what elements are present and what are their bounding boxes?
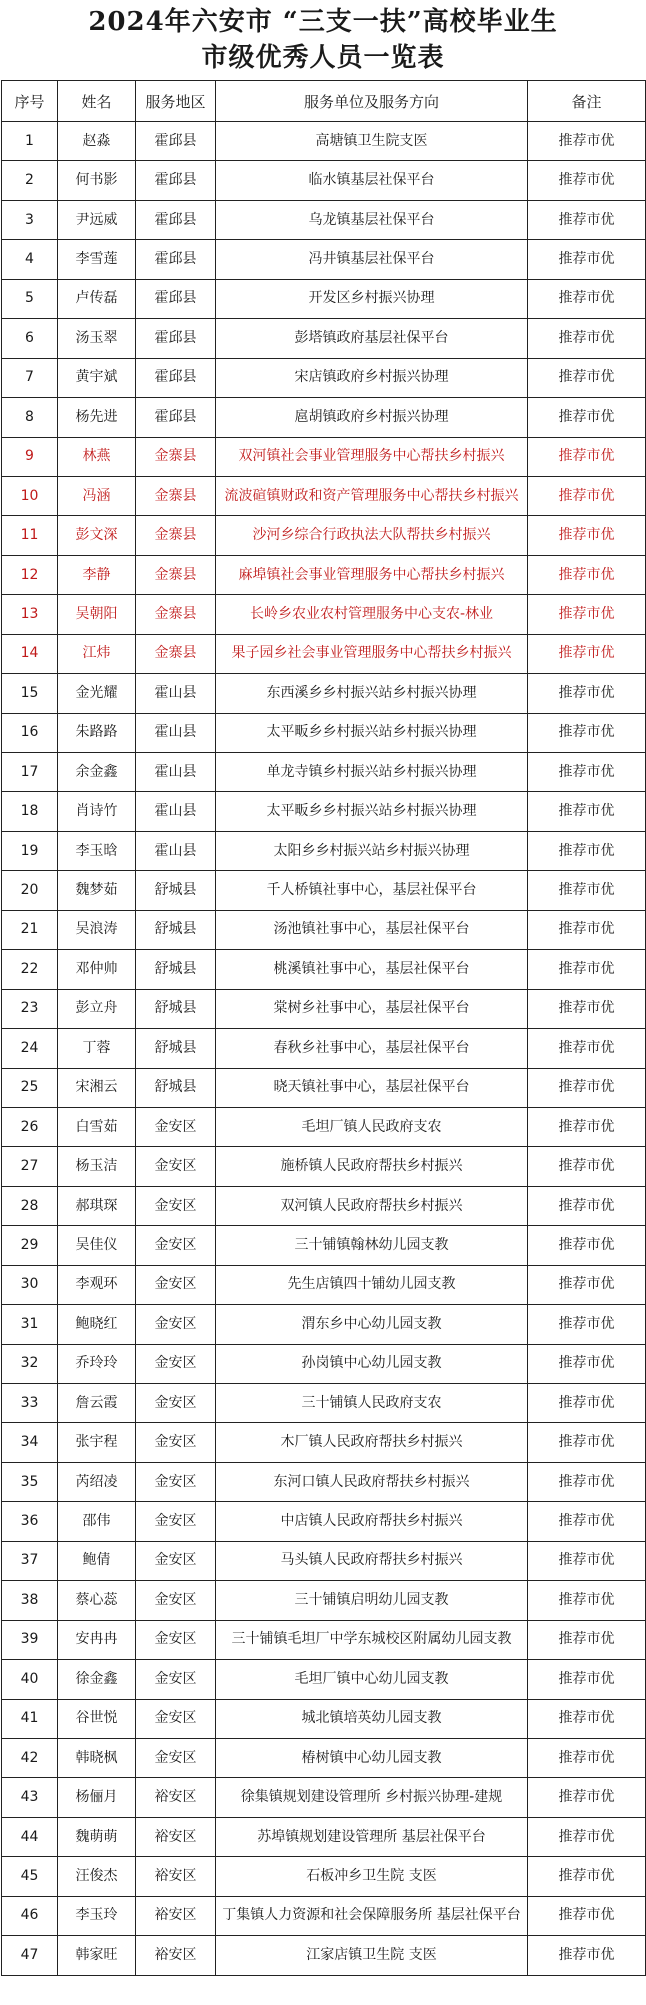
cell-no: 31 [2,1305,58,1344]
cell-no: 47 [2,1936,58,1975]
table-row [2,1699,646,1738]
cell-name: 安冉冉 [58,1620,136,1659]
cell-unit: 三十铺镇启明幼儿园支教 [216,1581,528,1620]
cell-note: 推荐市优 [528,516,646,555]
table-row [2,674,646,713]
cell-no: 28 [2,1186,58,1225]
cell-no: 12 [2,555,58,594]
cell-note: 推荐市优 [528,1147,646,1186]
cell-note: 推荐市优 [528,1462,646,1501]
header-note: 备注 [528,81,646,122]
cell-region: 舒城县 [136,1068,216,1107]
cell-name: 卢传磊 [58,279,136,318]
cell-region: 金安区 [136,1186,216,1225]
cell-unit: 马头镇人民政府帮扶乡村振兴 [216,1541,528,1580]
cell-note: 推荐市优 [528,871,646,910]
cell-region: 金寨县 [136,437,216,476]
cell-no: 46 [2,1896,58,1935]
cell-name: 郝琪琛 [58,1186,136,1225]
cell-unit: 木厂镇人民政府帮扶乡村振兴 [216,1423,528,1462]
cell-region: 舒城县 [136,1029,216,1068]
table-row [2,713,646,752]
table-row [2,240,646,279]
cell-region: 裕安区 [136,1817,216,1856]
cell-unit: 太阳乡乡村振兴站乡村振兴协理 [216,831,528,870]
cell-name: 韩家旺 [58,1936,136,1975]
cell-note: 推荐市优 [528,1581,646,1620]
cell-name: 丁蓉 [58,1029,136,1068]
cell-name: 杨玉洁 [58,1147,136,1186]
title-line-2: 市级优秀人员一览表 [201,43,445,73]
cell-name: 金光耀 [58,674,136,713]
cell-note: 推荐市优 [528,1699,646,1738]
table-row [2,122,646,161]
cell-region: 霍山县 [136,753,216,792]
cell-note: 推荐市优 [528,319,646,358]
cell-unit: 棠树乡社事中心，基层社保平台 [216,989,528,1028]
cell-region: 金安区 [136,1384,216,1423]
cell-unit: 中店镇人民政府帮扶乡村振兴 [216,1502,528,1541]
cell-note: 推荐市优 [528,398,646,437]
cell-note: 推荐市优 [528,1502,646,1541]
table-row [2,1541,646,1580]
header-region: 服务地区 [136,81,216,122]
cell-no: 30 [2,1265,58,1304]
cell-region: 金安区 [136,1107,216,1146]
cell-unit: 临水镇基层社保平台 [216,161,528,200]
table-row [2,1107,646,1146]
cell-name: 肖诗竹 [58,792,136,831]
cell-region: 金安区 [136,1541,216,1580]
cell-no: 3 [2,200,58,239]
table-row [2,831,646,870]
table-row [2,910,646,949]
table-row [2,1817,646,1856]
cell-note: 推荐市优 [528,1186,646,1225]
cell-no: 10 [2,476,58,515]
cell-note: 推荐市优 [528,1620,646,1659]
header-row [2,81,646,122]
table-row [2,1226,646,1265]
cell-name: 徐金鑫 [58,1660,136,1699]
cell-no: 7 [2,358,58,397]
table-row [2,437,646,476]
cell-no: 33 [2,1384,58,1423]
cell-no: 13 [2,595,58,634]
cell-unit: 渭东乡中心幼儿园支教 [216,1305,528,1344]
cell-no: 1 [2,122,58,161]
cell-note: 推荐市优 [528,595,646,634]
cell-note: 推荐市优 [528,753,646,792]
cell-unit: 宋店镇政府乡村振兴协理 [216,358,528,397]
cell-note: 推荐市优 [528,161,646,200]
cell-no: 32 [2,1344,58,1383]
cell-unit: 城北镇培英幼儿园支教 [216,1699,528,1738]
cell-no: 36 [2,1502,58,1541]
cell-name: 吴朝阳 [58,595,136,634]
cell-no: 45 [2,1857,58,1896]
cell-no: 34 [2,1423,58,1462]
cell-unit: 长岭乡农业农村管理服务中心支农-林业 [216,595,528,634]
cell-region: 霍邱县 [136,161,216,200]
cell-unit: 毛坦厂镇中心幼儿园支教 [216,1660,528,1699]
cell-note: 推荐市优 [528,1778,646,1817]
cell-unit: 双河镇人民政府帮扶乡村振兴 [216,1186,528,1225]
cell-name: 蔡心蕊 [58,1581,136,1620]
cell-region: 金安区 [136,1147,216,1186]
cell-no: 42 [2,1738,58,1777]
table-row [2,476,646,515]
cell-region: 霍邱县 [136,319,216,358]
cell-no: 22 [2,950,58,989]
cell-name: 魏萌萌 [58,1817,136,1856]
cell-region: 金寨县 [136,634,216,673]
table-row [2,319,646,358]
cell-name: 李雪莲 [58,240,136,279]
cell-region: 金安区 [136,1344,216,1383]
table-row [2,1778,646,1817]
cell-region: 霍邱县 [136,200,216,239]
table-row [2,1896,646,1935]
cell-name: 李观环 [58,1265,136,1304]
cell-name: 余金鑫 [58,753,136,792]
cell-name: 彭文深 [58,516,136,555]
cell-unit: 三十铺镇毛坦厂中学东城校区附属幼儿园支教 [216,1620,528,1659]
cell-name: 彭立舟 [58,989,136,1028]
table-row [2,1423,646,1462]
cell-name: 邵伟 [58,1502,136,1541]
cell-name: 冯涵 [58,476,136,515]
cell-note: 推荐市优 [528,989,646,1028]
table-row [2,1936,646,1975]
table-row [2,1857,646,1896]
cell-no: 38 [2,1581,58,1620]
cell-note: 推荐市优 [528,634,646,673]
cell-name: 詹云霞 [58,1384,136,1423]
cell-name: 白雪茹 [58,1107,136,1146]
cell-name: 尹远威 [58,200,136,239]
table-row [2,398,646,437]
table-row [2,516,646,555]
cell-region: 金安区 [136,1462,216,1501]
cell-unit: 汤池镇社事中心，基层社保平台 [216,910,528,949]
cell-unit: 晓天镇社事中心，基层社保平台 [216,1068,528,1107]
table-body [2,122,646,1976]
cell-note: 推荐市优 [528,476,646,515]
cell-note: 推荐市优 [528,1305,646,1344]
cell-no: 9 [2,437,58,476]
cell-region: 舒城县 [136,950,216,989]
table-row [2,1344,646,1383]
cell-no: 41 [2,1699,58,1738]
table-row [2,1738,646,1777]
cell-unit: 椿树镇中心幼儿园支教 [216,1738,528,1777]
cell-unit: 桃溪镇社事中心，基层社保平台 [216,950,528,989]
cell-note: 推荐市优 [528,713,646,752]
cell-unit: 苏埠镇规划建设管理所 基层社保平台 [216,1817,528,1856]
table-row [2,1502,646,1541]
cell-note: 推荐市优 [528,674,646,713]
cell-unit: 麻埠镇社会事业管理服务中心帮扶乡村振兴 [216,555,528,594]
cell-note: 推荐市优 [528,950,646,989]
cell-name: 张宇程 [58,1423,136,1462]
cell-region: 霍邱县 [136,279,216,318]
cell-unit: 孙岗镇中心幼儿园支教 [216,1344,528,1383]
header-no: 序号 [2,81,58,122]
cell-note: 推荐市优 [528,1738,646,1777]
cell-name: 朱路路 [58,713,136,752]
cell-name: 李玉玲 [58,1896,136,1935]
cell-no: 15 [2,674,58,713]
cell-no: 8 [2,398,58,437]
cell-region: 舒城县 [136,871,216,910]
cell-unit: 高塘镇卫生院支医 [216,122,528,161]
cell-no: 29 [2,1226,58,1265]
cell-note: 推荐市优 [528,358,646,397]
table-row [2,1068,646,1107]
table-row [2,1581,646,1620]
cell-no: 27 [2,1147,58,1186]
cell-name: 杨先进 [58,398,136,437]
cell-no: 23 [2,989,58,1028]
cell-note: 推荐市优 [528,1660,646,1699]
cell-note: 推荐市优 [528,240,646,279]
cell-unit: 彭塔镇政府基层社保平台 [216,319,528,358]
cell-region: 金寨县 [136,555,216,594]
cell-no: 19 [2,831,58,870]
cell-no: 5 [2,279,58,318]
cell-region: 金安区 [136,1502,216,1541]
cell-name: 韩晓枫 [58,1738,136,1777]
cell-name: 李玉晗 [58,831,136,870]
cell-note: 推荐市优 [528,437,646,476]
cell-region: 金寨县 [136,476,216,515]
cell-note: 推荐市优 [528,1423,646,1462]
cell-name: 李静 [58,555,136,594]
table-row [2,792,646,831]
cell-unit: 乌龙镇基层社保平台 [216,200,528,239]
cell-region: 裕安区 [136,1857,216,1896]
cell-unit: 徐集镇规划建设管理所 乡村振兴协理-建规 [216,1778,528,1817]
cell-no: 35 [2,1462,58,1501]
cell-note: 推荐市优 [528,1226,646,1265]
cell-no: 17 [2,753,58,792]
cell-unit: 石板冲乡卫生院 支医 [216,1857,528,1896]
cell-unit: 三十铺镇翰林幼儿园支教 [216,1226,528,1265]
cell-name: 鲍倩 [58,1541,136,1580]
table-row [2,1305,646,1344]
cell-region: 霍山县 [136,792,216,831]
roster-table [1,80,646,1976]
cell-name: 汪俊杰 [58,1857,136,1896]
cell-name: 江炜 [58,634,136,673]
cell-unit: 春秋乡社事中心，基层社保平台 [216,1029,528,1068]
cell-region: 霍山县 [136,674,216,713]
cell-unit: 江家店镇卫生院 支医 [216,1936,528,1975]
table-row [2,555,646,594]
cell-name: 乔玲玲 [58,1344,136,1383]
cell-name: 吴浪涛 [58,910,136,949]
cell-unit: 毛坦厂镇人民政府支农 [216,1107,528,1146]
table-row [2,634,646,673]
cell-unit: 冯井镇基层社保平台 [216,240,528,279]
cell-no: 18 [2,792,58,831]
cell-name: 魏梦茹 [58,871,136,910]
cell-unit: 流波碹镇财政和资产管理服务中心帮扶乡村振兴 [216,476,528,515]
header-unit: 服务单位及服务方向 [216,81,528,122]
cell-note: 推荐市优 [528,122,646,161]
table-row [2,950,646,989]
cell-region: 霍邱县 [136,240,216,279]
table-row [2,358,646,397]
table-row [2,1384,646,1423]
title-line-1: 2024年六安市 “三支一扶”高校毕业生 [88,7,558,37]
cell-note: 推荐市优 [528,792,646,831]
cell-unit: 扈胡镇政府乡村振兴协理 [216,398,528,437]
cell-note: 推荐市优 [528,200,646,239]
table-row [2,279,646,318]
cell-note: 推荐市优 [528,1265,646,1304]
cell-region: 金安区 [136,1620,216,1659]
cell-note: 推荐市优 [528,1936,646,1975]
cell-note: 推荐市优 [528,1029,646,1068]
cell-unit: 先生店镇四十铺幼儿园支教 [216,1265,528,1304]
table-row [2,1620,646,1659]
cell-unit: 施桥镇人民政府帮扶乡村振兴 [216,1147,528,1186]
cell-region: 金安区 [136,1738,216,1777]
cell-unit: 千人桥镇社事中心，基层社保平台 [216,871,528,910]
cell-region: 金安区 [136,1305,216,1344]
cell-note: 推荐市优 [528,1817,646,1856]
cell-unit: 东西溪乡乡村振兴站乡村振兴协理 [216,674,528,713]
cell-note: 推荐市优 [528,831,646,870]
cell-no: 39 [2,1620,58,1659]
cell-region: 金寨县 [136,516,216,555]
cell-no: 20 [2,871,58,910]
table-row [2,989,646,1028]
cell-unit: 三十铺镇人民政府支农 [216,1384,528,1423]
cell-unit: 果子园乡社会事业管理服务中心帮扶乡村振兴 [216,634,528,673]
cell-no: 6 [2,319,58,358]
cell-unit: 双河镇社会事业管理服务中心帮扶乡村振兴 [216,437,528,476]
cell-region: 霍邱县 [136,122,216,161]
cell-name: 杨俪月 [58,1778,136,1817]
cell-note: 推荐市优 [528,1107,646,1146]
cell-no: 43 [2,1778,58,1817]
cell-name: 赵淼 [58,122,136,161]
cell-unit: 丁集镇人力资源和社会保障服务所 基层社保平台 [216,1896,528,1935]
cell-note: 推荐市优 [528,1344,646,1383]
cell-name: 邓仲帅 [58,950,136,989]
cell-region: 舒城县 [136,910,216,949]
table-row [2,1029,646,1068]
cell-name: 宋湘云 [58,1068,136,1107]
cell-no: 4 [2,240,58,279]
cell-region: 霍山县 [136,831,216,870]
cell-no: 44 [2,1817,58,1856]
cell-note: 推荐市优 [528,1857,646,1896]
cell-note: 推荐市优 [528,1068,646,1107]
cell-region: 霍邱县 [136,398,216,437]
cell-unit: 沙河乡综合行政执法大队帮扶乡村振兴 [216,516,528,555]
cell-no: 21 [2,910,58,949]
cell-note: 推荐市优 [528,1384,646,1423]
cell-no: 2 [2,161,58,200]
cell-unit: 开发区乡村振兴协理 [216,279,528,318]
cell-region: 金安区 [136,1265,216,1304]
table-row [2,1186,646,1225]
cell-region: 金安区 [136,1423,216,1462]
cell-note: 推荐市优 [528,555,646,594]
cell-region: 金安区 [136,1581,216,1620]
cell-region: 金安区 [136,1660,216,1699]
cell-region: 裕安区 [136,1896,216,1935]
cell-unit: 太平畈乡乡村振兴站乡村振兴协理 [216,713,528,752]
cell-region: 金寨县 [136,595,216,634]
cell-note: 推荐市优 [528,1896,646,1935]
cell-note: 推荐市优 [528,279,646,318]
cell-region: 裕安区 [136,1778,216,1817]
table-row [2,871,646,910]
document-title [1,0,645,80]
table-row [2,161,646,200]
cell-region: 裕安区 [136,1936,216,1975]
cell-name: 吴佳仪 [58,1226,136,1265]
cell-no: 26 [2,1107,58,1146]
cell-name: 芮绍凌 [58,1462,136,1501]
cell-no: 40 [2,1660,58,1699]
table-row [2,1660,646,1699]
cell-no: 37 [2,1541,58,1580]
cell-region: 金安区 [136,1699,216,1738]
table-row [2,753,646,792]
cell-no: 24 [2,1029,58,1068]
cell-region: 霍山县 [136,713,216,752]
cell-name: 何书影 [58,161,136,200]
cell-unit: 单龙寺镇乡村振兴站乡村振兴协理 [216,753,528,792]
table-row [2,200,646,239]
cell-no: 16 [2,713,58,752]
cell-note: 推荐市优 [528,910,646,949]
cell-name: 汤玉翠 [58,319,136,358]
cell-name: 谷世悦 [58,1699,136,1738]
cell-name: 林燕 [58,437,136,476]
cell-no: 25 [2,1068,58,1107]
table-row [2,1147,646,1186]
cell-name: 黄宇斌 [58,358,136,397]
cell-note: 推荐市优 [528,1541,646,1580]
table-row [2,595,646,634]
cell-region: 霍邱县 [136,358,216,397]
cell-region: 舒城县 [136,989,216,1028]
table-row [2,1462,646,1501]
table-row [2,1265,646,1304]
cell-unit: 太平畈乡乡村振兴站乡村振兴协理 [216,792,528,831]
cell-no: 11 [2,516,58,555]
cell-unit: 东河口镇人民政府帮扶乡村振兴 [216,1462,528,1501]
cell-name: 鲍晓红 [58,1305,136,1344]
cell-region: 金安区 [136,1226,216,1265]
cell-no: 14 [2,634,58,673]
header-name: 姓名 [58,81,136,122]
